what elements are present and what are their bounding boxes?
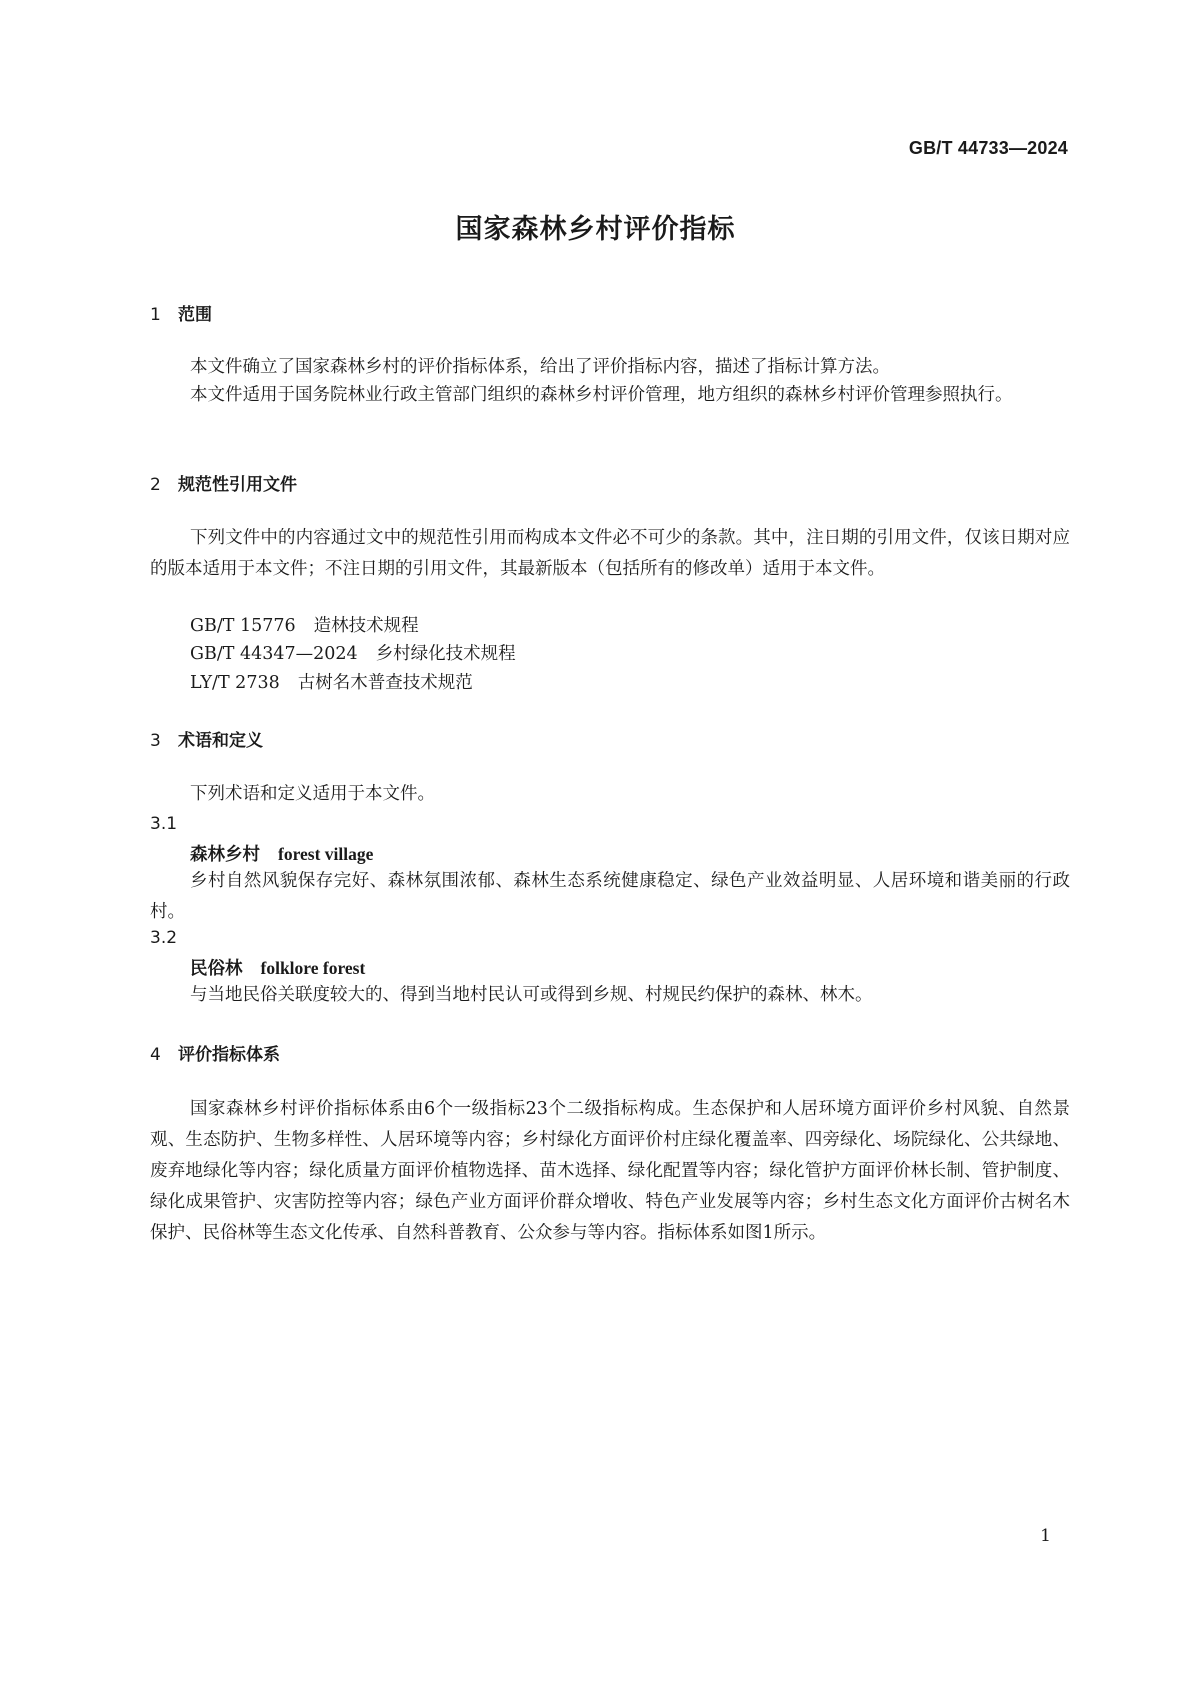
section-1-heading (150, 300, 212, 325)
section-3-paragraph-1: 下列术语和定义适用于本文件。 (190, 784, 435, 804)
term-definition: 乡村自然风貌保存完好、森林氛围浓郁、森林生态系统健康稳定、绿色产业效益明显、人居环境和谐美丽的行政村。 (150, 871, 1070, 922)
term-name (190, 955, 365, 980)
term-number: 3.2 (150, 928, 178, 948)
reference-code: LY/T 2738 (190, 673, 280, 693)
section-title: 范围 (178, 305, 212, 325)
term-name-en: folklore forest (260, 958, 366, 978)
reference-title: 造林技术规程 (313, 616, 419, 636)
section-number: 4 (150, 1045, 161, 1065)
page-number: 1 (1040, 1526, 1051, 1546)
term-definition: 与当地民俗关联度较大的、得到当地村民认可或得到乡规、村规民约保护的森林、林木。 (190, 985, 873, 1005)
reference-title: 古树名木普查技术规范 (297, 673, 473, 693)
term-name-en: forest village (278, 844, 374, 864)
section-number: 2 (150, 475, 161, 495)
section-title: 规范性引用文件 (178, 475, 297, 495)
section-number: 1 (150, 305, 161, 325)
section-1-paragraph-1: 本文件确立了国家森林乡村的评价指标体系，给出了评价指标内容，描述了指标计算方法。 (190, 357, 890, 377)
reference-item (190, 669, 473, 694)
reference-code: GB/T 15776 (190, 616, 296, 636)
document-title: 国家森林乡村评价指标 (455, 214, 736, 245)
section-2-paragraph-1: 下列文件中的内容通过文中的规范性引用而构成本文件必不可少的条款。其中，注日期的引用文件，仅该日期对应的版本适用于本文件；不注日期的引用文件，其最新版本（包括所有的修改单）适用于本文件。 (150, 528, 1070, 579)
standard-code: GB/T 44733—2024 (908, 138, 1068, 158)
section-number: 3 (150, 731, 161, 751)
term-name-zh: 民俗林 (190, 959, 243, 979)
section-title: 评价指标体系 (178, 1045, 280, 1065)
section-1-paragraph-2: 本文件适用于国务院林业行政主管部门组织的森林乡村评价管理，地方组织的森林乡村评价管理参照执行。 (190, 385, 1013, 405)
section-3-heading (150, 726, 263, 751)
section-4-heading (150, 1040, 280, 1065)
section-title: 术语和定义 (178, 731, 263, 751)
section-2-heading (150, 470, 297, 495)
reference-title: 乡村绿化技术规程 (375, 644, 516, 664)
reference-code: GB/T 44347—2024 (190, 644, 358, 664)
section-4-paragraph-1: 国家森林乡村评价指标体系由6个一级指标23个二级指标构成。生态保护和人居环境方面评价乡村风貌、自然景观、生态防护、生物多样性、人居环境等内容；乡村绿化方面评价村庄绿化覆盖率、四旁绿化、场院绿化、公共绿地、废弃地绿化等内容；绿化质量方面评价植物选择、苗木选择、绿化配置等内容；绿化管护方面评价林长制、管护制度、绿化成果管护、灾害防控等内容；绿色产业方面评价群众增收、特色产业发展等内容；乡村生态文化方面评价古树名木保护、民俗林等生态文化传承、自然科普教育、公众参与等内容。指标体系如图1所示。 (150, 1099, 1070, 1243)
reference-item (190, 640, 516, 665)
term-name-zh: 森林乡村 (190, 845, 260, 865)
reference-item (190, 612, 419, 637)
term-number: 3.1 (150, 814, 178, 834)
term-name (190, 841, 373, 866)
